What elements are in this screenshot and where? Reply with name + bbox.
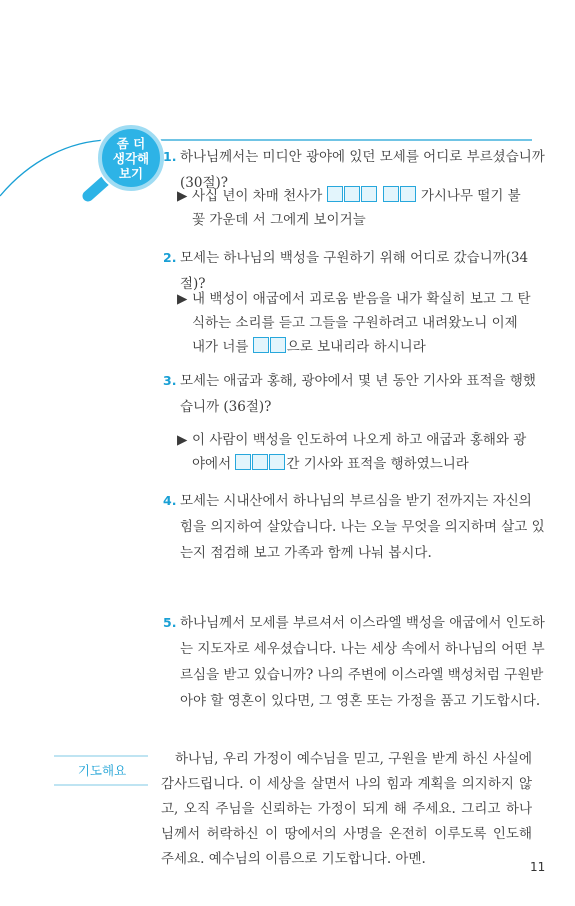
question-text: 모세는 애굽과 홍해, 광야에서 몇 년 동안 기사와 표적을 행했습니까 (36절)? <box>180 373 536 415</box>
question-number: 2. <box>163 250 177 265</box>
badge-line-1: 좀 더 <box>116 136 146 151</box>
answer-blank-box[interactable] <box>253 337 269 353</box>
answer-blank-box[interactable] <box>344 186 360 202</box>
arrow-icon: ▶ <box>177 432 188 448</box>
answer-blank-box[interactable] <box>400 186 416 202</box>
answer-blank-box[interactable] <box>327 186 343 202</box>
arrow-icon: ▶ <box>177 188 188 204</box>
question-text: 하나님께서 모세를 부르셔서 이스라엘 백성을 애굽에서 인도하는 지도자로 세우셨습니다. 나는 세상 속에서 하나님의 어떤 부르심을 받고 있습니까? 나의 주변에 이스라엘 백성처럼 구원받아야 할 영혼이 있다면, 그 영혼 또는 가정을 품고 기도합시다. <box>180 615 545 709</box>
answer-3 <box>177 428 532 476</box>
question-text: 하나님께서는 미디안 광야에 있던 모세를 어디로 부르셨습니까(30절)? <box>180 149 545 191</box>
badge-line-2: 생각해 <box>112 151 150 166</box>
question-number: 1. <box>163 149 177 164</box>
think-more-badge <box>100 136 162 181</box>
prayer-label: 기도해요 <box>77 763 127 778</box>
question-number: 5. <box>163 615 177 630</box>
question-text: 모세는 시내산에서 하나님의 부르심을 받기 전까지는 자신의 힘을 의지하여 살았습니다. 나는 오늘 무엇을 의지하며 살고 있는지 점검해 보고 가족과 함께 나눠 봅시다. <box>180 493 545 561</box>
question-number: 3. <box>163 373 177 388</box>
prayer-text: 하나님, 우리 가정이 예수님을 믿고, 구원을 받게 하신 사실에 감사드립니다. 이 세상을 살면서 나의 힘과 계획을 의지하지 않고, 오직 주님을 신뢰하는 가정이 되게 해 주세요. 그리고 하나님께서 허락하신 이 땅에서의 사명을 온전히 이루도록 인도해 주세요. 예수님의 이름으로 기도합니다. 아멘. <box>161 751 532 867</box>
page-number: 11 <box>530 860 546 874</box>
answer-text-before: 내 백성이 애굽에서 괴로움 받음을 내가 확실히 보고 그 탄식하는 소리를 듣고 그들을 구원하려고 내려왔노니 이제 내가 너를 <box>192 291 531 355</box>
question-5 <box>163 610 547 714</box>
answer-text-before: 이 사람이 백성을 인도하여 나오게 하고 애굽과 홍해와 광야에서 <box>192 432 527 472</box>
answer-blank-box[interactable] <box>383 186 399 202</box>
question-text: 모세는 하나님의 백성을 구원하기 위해 어디로 갔습니까(34절)? <box>180 250 529 292</box>
arrow-icon: ▶ <box>177 291 188 307</box>
question-4 <box>163 488 547 566</box>
answer-blank-box[interactable] <box>361 186 377 202</box>
answer-blank-box[interactable] <box>235 454 251 470</box>
answer-text-before: 사십 년이 차매 천사가 <box>192 188 323 204</box>
answer-text-after: 가시나무 떨기 불꽃 가운데 서 그에게 보이거늘 <box>192 188 521 228</box>
answer-1 <box>177 184 532 232</box>
answer-text-after: 으로 보내리라 하시니라 <box>286 339 426 355</box>
answer-2 <box>177 287 532 359</box>
answer-text-after: 간 기사와 표적을 행하였느니라 <box>286 456 469 472</box>
badge-line-3: 보기 <box>118 166 144 181</box>
answer-blank-box[interactable] <box>252 454 268 470</box>
answer-blank-box[interactable] <box>269 454 285 470</box>
question-3 <box>163 368 547 420</box>
answer-blank-box[interactable] <box>270 337 286 353</box>
question-number: 4. <box>163 493 177 508</box>
